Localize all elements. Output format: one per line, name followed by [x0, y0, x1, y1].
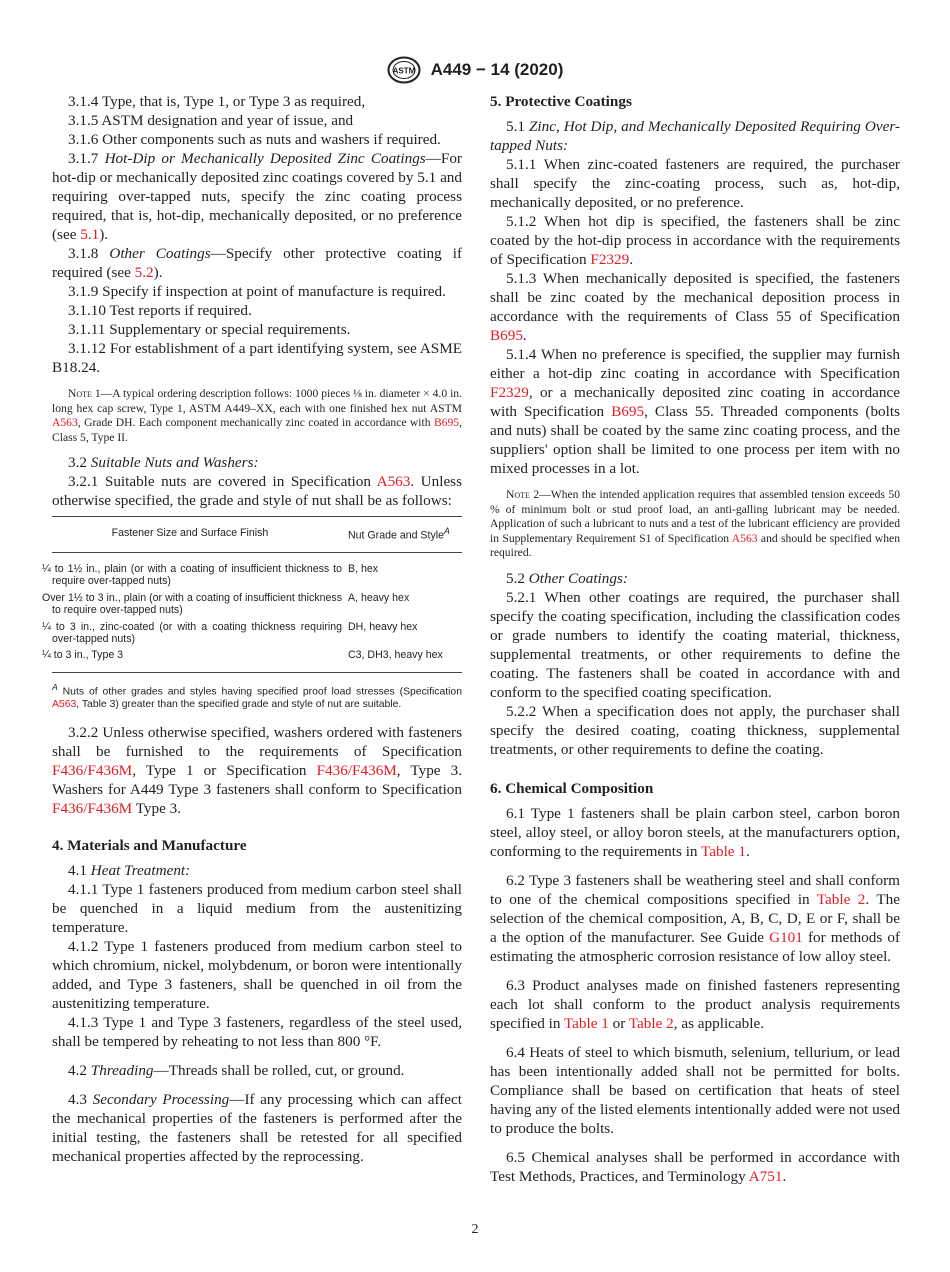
- link-a563[interactable]: A563: [376, 473, 411, 490]
- para-4-3: 4.3 Secondary Processing—If any processing which can affect the mechanical properties of the fasteners is performed after the initial testing, the fasteners shall be retested for all specified mechanical properties affected by the reprocessing.: [52, 1091, 463, 1166]
- left-column: [42, 92, 463, 1166]
- document-designation: A449 − 14 (2020): [430, 60, 564, 79]
- link-table-1[interactable]: Table 1: [563, 1014, 609, 1032]
- para-5-1-3: 5.1.3 When mechanically deposited is specified, the fasteners shall be zinc coated by the mechanical deposition process in accordance with the requirements of Class 55 of Specification B695.: [490, 270, 900, 344]
- para-4-1-2: 4.1.2 Type 1 fasteners produced from medium carbon steel to which chromium, nickel, molybdenum, or boron were intentionally added, and Type 3 fasteners, shall be quenched in oil from the austenitizing temperature.: [52, 938, 462, 1013]
- right-column: [490, 92, 900, 1186]
- table-header-row: [52, 517, 462, 553]
- astm-logo-icon: [387, 56, 421, 84]
- link-g101[interactable]: G101: [769, 928, 803, 946]
- page-number: 2: [471, 1222, 479, 1237]
- link-table-1[interactable]: Table 1: [701, 842, 746, 860]
- note-1: Note 1—A typical ordering description follows: 1000 pieces ⅛ in. diameter × 4.0 in. long hex cap screw, Type 1, ASTM A449–XX, each with one finished hex nut ASTM A563, Grade DH. Each component mechanically zinc coated in accordance with B695, Class 5, Type II.: [52, 387, 462, 444]
- link-5-1[interactable]: 5.1: [80, 226, 100, 243]
- section-6-heading: 6. Chemical Composition: [490, 779, 654, 797]
- para-4-1: 4.1 Heat Treatment:: [68, 862, 191, 880]
- para-5-2: 5.2 Other Coatings:: [506, 569, 628, 587]
- link-f436[interactable]: F436/F436M: [52, 800, 133, 818]
- para-3-1-11: 3.1.11 Supplementary or special requirements.: [68, 321, 351, 338]
- para-3-1-12: 3.1.12 For establishment of a part identifying system, see ASME B18.24.: [52, 340, 462, 376]
- link-f436[interactable]: F436/F436M: [52, 762, 133, 780]
- para-5-2-1: 5.2.1 When other coatings are required, the purchaser shall specify the coating specification, including the classification codes or grade numbers to identify the coating material, thickness, supplemental treatments, or other requirements to define the coating. The fasteners shall be coated in accordance with and conform to the specified coating specification.: [490, 588, 900, 701]
- para-6-1: 6.1 Type 1 fasteners shall be plain carbon steel, carbon boron steel, alloy steel, or alloy boron steels, at the manufacturers option, conforming to the requirements in Table 1.: [490, 804, 900, 860]
- table-row: Over 1½ to 3 in., plain (or with a coating of insufficient thickness to require over-tapped nuts) A, heavy hex: [42, 591, 410, 617]
- link-a563[interactable]: A563: [731, 531, 758, 545]
- link-f2329[interactable]: F2329: [590, 251, 630, 268]
- para-3-1-10: 3.1.10 Test reports if required.: [68, 302, 252, 319]
- col-header-nut: Nut Grade and Style$^A$: [348, 517, 462, 553]
- para-6-2: 6.2 Type 3 fasteners shall be weathering steel and shall conform to one of the chemical compositions specified in Table 2. The selection of the chemical composition, A, B, C, D, E or F, shall be a the option of the manufacturer. See Guide G101 for methods of estimating the atmospheric corrosion resistance of low alloy steel.: [490, 871, 901, 965]
- para-3-1-6: 3.1.6 Other components such as nuts and washers if required.: [68, 131, 441, 148]
- para-3-2-2: 3.2.2 Unless otherwise specified, washers ordered with fasteners shall be furnished to the requirements of Specification F436/F436M, Type 1 or Specification F436/F436M, Type 3. Washers for A449 Type 3 fasteners shall conform to Specification F436/F436M Type 3.: [52, 724, 463, 818]
- para-5-1-4: 5.1.4 When no preference is specified, the supplier may furnish either a hot-dip zinc coating in accordance with Specification F2329, or a mechanically deposited zinc coating in accordance with Specification B695, Class 55. Threaded components (bolts and nuts) shall be coated by the same zinc coating process, and the suppliers' option shall be limited to one process per item with no mixed processes in a lot.: [490, 346, 900, 477]
- link-b695[interactable]: B695: [433, 416, 460, 429]
- para-5-1-2: 5.1.2 When hot dip is specified, the fasteners shall be zinc coated by the hot-dip process in accordance with the requirements of Specification F2329.: [490, 213, 900, 268]
- note-2: Note 2—When the intended application requires that assembled tension exceeds 50 % of minimum bolt or stud proof load, an anti-galling lubricant may be needed. Application of such a lubricant to nuts and a test of the lubricant efficiency are provided in Supplementary Requirement S1 of Specification A563 and should be specified when required.: [490, 488, 900, 559]
- col-header-fastener: Fastener Size and Surface Finish: [52, 517, 348, 553]
- link-a563[interactable]: A563: [52, 416, 78, 429]
- link-5-2[interactable]: 5.2: [134, 264, 154, 281]
- para-3-1-4: 3.1.4 Type, that is, Type 1, or Type 3 as required,: [68, 93, 366, 110]
- para-5-1: 5.1 Zinc, Hot Dip, and Mechanically Deposited Requiring Over-tapped Nuts:: [490, 118, 900, 154]
- link-f436[interactable]: F436/F436M: [316, 762, 397, 780]
- page-header: [0, 56, 950, 88]
- link-a563[interactable]: A563: [52, 699, 77, 711]
- link-b695[interactable]: B695: [611, 403, 645, 420]
- section-4-heading: 4. Materials and Manufacture: [52, 837, 247, 855]
- para-3-1-7: 3.1.7 Hot-Dip or Mechanically Deposited Zinc Coatings—For hot-dip or mechanically deposited zinc coatings covered by 5.1 and requiring over-tapped nuts, specify the zinc coating process required, that is, hot-dip, mechanically deposited, or no preference (see 5.1).: [52, 150, 462, 243]
- table-row: ¼ to 1½ in., plain (or with a coating of insufficient thickness to require over-tapped nuts) B, hex: [42, 562, 379, 588]
- link-table-2[interactable]: Table 2: [816, 890, 866, 908]
- para-6-5: 6.5 Chemical analyses shall be performed in accordance with Test Methods, Practices, and Terminology A751.: [490, 1148, 900, 1185]
- table-row: ¼ to 3 in., zinc-coated (or with a coating thickness requiring over-tapped nuts) DH, heavy hex: [42, 620, 418, 645]
- para-5-2-2: 5.2.2 When a specification does not apply, the purchaser shall specify the desired coating, coating thickness, supplemental treatments, or other requirements to define the coating.: [490, 702, 900, 758]
- link-a751[interactable]: A751: [748, 1167, 783, 1185]
- para-6-4: 6.4 Heats of steel to which bismuth, selenium, tellurium, or lead has been intentionally added shall not be permitted for bolts. Compliance shall be based on certification that heats of steel having any of the listed elements intentionally added were not used to produce the bolts.: [490, 1043, 900, 1137]
- svg-text:ASTM: ASTM: [392, 66, 415, 76]
- table-row: ¼ to 3 in., Type 3 C3, DH3, heavy hex: [52, 647, 462, 672]
- para-3-1-9: 3.1.9 Specify if inspection at point of manufacture is required.: [68, 283, 446, 300]
- para-6-3: 6.3 Product analyses made on finished fasteners representing each lot shall conform to the product analysis requirements specified in Table 1 or Table 2, as applicable.: [490, 976, 900, 1032]
- para-4-1-1: 4.1.1 Type 1 fasteners produced from medium carbon steel shall be quenched in a liquid medium from the austenitizing temperature.: [52, 881, 462, 937]
- nut-selection-table: [42, 516, 462, 673]
- link-b695[interactable]: B695: [490, 327, 523, 344]
- para-5-1-1: 5.1.1 When zinc-coated fasteners are required, the purchaser shall specify the zinc-coating process, such as, hot-dip, mechanically deposited, or no preference.: [490, 156, 900, 211]
- para-3-1-8: 3.1.8 Other Coatings—Specify other protective coating if required (see 5.2).: [52, 245, 462, 281]
- section-5-heading: 5. Protective Coatings: [490, 93, 632, 110]
- para-3-2: 3.2 Suitable Nuts and Washers:: [68, 454, 259, 471]
- link-f2329[interactable]: F2329: [490, 384, 529, 401]
- link-table-2[interactable]: Table 2: [628, 1014, 674, 1032]
- table-footnote: $^A$ Nuts of other grades and styles having specified proof load stresses (Specification A563, Table 3) greater than the specified grade and style of nut are suitable.: [52, 681, 462, 711]
- para-3-2-1: 3.2.1 Suitable nuts are covered in Specification A563. Unless otherwise specified, the grade and style of nut shall be as follows:: [52, 473, 463, 509]
- para-4-1-3: 4.1.3 Type 1 and Type 3 fasteners, regardless of the steel used, shall be tempered by reheating to not less than 800 °F.: [52, 1014, 462, 1051]
- para-3-1-5: 3.1.5 ASTM designation and year of issue, and: [68, 112, 354, 129]
- para-4-2: 4.2 Threading—Threads shall be rolled, cut, or ground.: [68, 1062, 405, 1080]
